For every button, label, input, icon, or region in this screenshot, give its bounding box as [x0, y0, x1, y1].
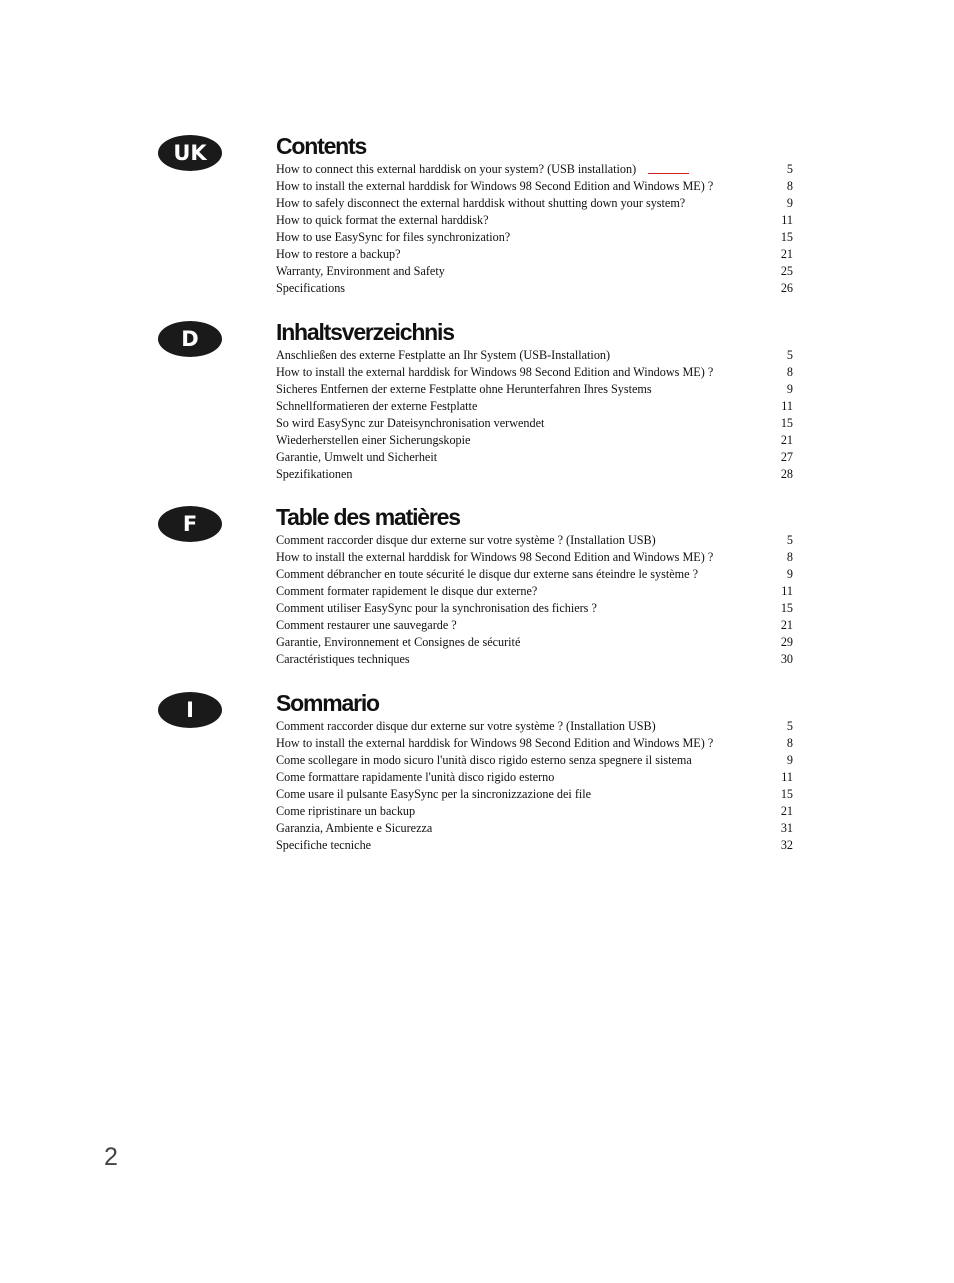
toc-entry-page: 15 — [780, 787, 793, 801]
toc-entry-label: Comment raccorder disque dur externe sur votre système ? (Installation USB) — [276, 533, 656, 547]
toc-entry-label: Come scollegare in modo sicuro l'unità disco rigido esterno senza spegnere il sistema — [276, 753, 692, 767]
toc-entry[interactable] — [276, 820, 793, 837]
toc-entry[interactable] — [276, 786, 793, 803]
language-badge-i: I — [158, 692, 222, 728]
toc-entry[interactable] — [276, 752, 793, 769]
toc-entry-page: 9 — [786, 382, 793, 396]
toc-entry[interactable] — [276, 263, 793, 280]
page-number: 2 — [104, 1143, 118, 1171]
toc-entry-label: Sicheres Entfernen der externe Festplatte ohne Herunterfahren Ihres Systems — [276, 382, 652, 396]
toc-entry[interactable] — [276, 178, 793, 195]
toc-entry-label: Schnellformatieren der externe Festplatte — [276, 399, 478, 413]
section-title-table-des-matieres: Table des matières — [276, 504, 460, 530]
toc-entry-label: How to install the external harddisk for Windows 98 Second Edition and Windows ME) ? — [276, 550, 714, 564]
language-badge-uk: UK — [158, 135, 222, 171]
language-badge-f: F — [158, 506, 222, 542]
toc-entry[interactable] — [276, 432, 793, 449]
toc-entry[interactable] — [276, 600, 793, 617]
toc-list-i — [276, 718, 793, 854]
toc-entry-page: 30 — [780, 652, 793, 666]
toc-entry-page: 21 — [780, 804, 793, 818]
toc-entry[interactable] — [276, 583, 793, 600]
toc-entry[interactable] — [276, 735, 793, 752]
toc-entry-label: Anschließen des externe Festplatte an Ihr System (USB-Installation) — [276, 348, 611, 362]
toc-entry-page: 25 — [780, 264, 793, 278]
toc-entry-page: 32 — [780, 838, 793, 852]
toc-entry-label: How to restore a backup? — [276, 247, 401, 261]
toc-entry-label: Comment formater rapidement le disque dur externe? — [276, 584, 538, 598]
toc-entry-label: Come ripristinare un backup — [276, 804, 416, 818]
toc-entry-page: 9 — [786, 196, 793, 210]
toc-entry-label: Caractéristiques techniques — [276, 652, 410, 666]
toc-entry[interactable] — [276, 634, 793, 651]
toc-entry-label: Comment restaurer une sauvegarde ? — [276, 618, 457, 632]
toc-entry[interactable] — [276, 803, 793, 820]
toc-entry[interactable] — [276, 195, 793, 212]
toc-entry[interactable] — [276, 280, 793, 297]
toc-entry-label: How to safely disconnect the external harddisk without shutting down your system? — [276, 196, 686, 210]
section-title-inhaltsverzeichnis: Inhaltsverzeichnis — [276, 319, 454, 345]
toc-entry-label: How to quick format the external harddisk? — [276, 213, 489, 227]
toc-entry-page: 29 — [780, 635, 793, 649]
language-badge-d: D — [158, 321, 222, 357]
toc-entry-page: 11 — [781, 584, 793, 598]
toc-entry-page: 15 — [780, 416, 793, 430]
toc-entry[interactable] — [276, 246, 793, 263]
toc-entry-label: How to install the external harddisk for Windows 98 Second Edition and Windows ME) ? — [276, 736, 714, 750]
toc-entry-page: 8 — [786, 179, 793, 193]
toc-list-uk — [276, 161, 793, 297]
toc-entry[interactable] — [276, 769, 793, 786]
toc-entry-label: Spezifikationen — [276, 467, 353, 481]
toc-entry-label: Specifiche tecniche — [276, 838, 372, 852]
toc-entry-label: Comment utiliser EasySync pour la synchronisation des fichiers ? — [276, 601, 597, 615]
toc-entry-page: 5 — [786, 533, 793, 547]
toc-entry[interactable] — [276, 347, 793, 364]
toc-entry-page: 11 — [781, 399, 793, 413]
toc-entry-label: Garantie, Environnement et Consignes de sécurité — [276, 635, 521, 649]
toc-entry-label: Come usare il pulsante EasySync per la sincronizzazione dei file — [276, 787, 592, 801]
toc-entry-page: 21 — [780, 433, 793, 447]
toc-entry-page: 5 — [786, 162, 793, 176]
toc-entry-page: 21 — [780, 247, 793, 261]
toc-entry-page: 8 — [786, 550, 793, 564]
toc-entry-page: 5 — [786, 348, 793, 362]
toc-entry-page: 15 — [780, 230, 793, 244]
toc-entry-label: Wiederherstellen einer Sicherungskopie — [276, 433, 471, 447]
toc-entry-label: Comment raccorder disque dur externe sur votre système ? (Installation USB) — [276, 719, 656, 733]
toc-entry-page: 26 — [780, 281, 793, 295]
toc-entry[interactable] — [276, 566, 793, 583]
toc-entry[interactable] — [276, 718, 793, 735]
toc-entry-label: How to use EasySync for files synchronization? — [276, 230, 511, 244]
toc-entry[interactable] — [276, 229, 793, 246]
section-title-sommario: Sommario — [276, 690, 379, 716]
section-title-contents: Contents — [276, 133, 367, 159]
toc-entry-label: How to install the external harddisk for Windows 98 Second Edition and Windows ME) ? — [276, 179, 714, 193]
toc-entry-label: Garantie, Umwelt und Sicherheit — [276, 450, 438, 464]
toc-entry[interactable] — [276, 212, 793, 229]
red-strike-mark — [648, 173, 689, 174]
toc-entry-page: 8 — [786, 736, 793, 750]
toc-entry[interactable] — [276, 617, 793, 634]
toc-entry[interactable] — [276, 364, 793, 381]
toc-entry[interactable] — [276, 161, 793, 178]
toc-list-f — [276, 532, 793, 668]
toc-entry-label: Garanzia, Ambiente e Sicurezza — [276, 821, 433, 835]
toc-entry-label: Comment débrancher en toute sécurité le disque dur externe sans éteindre le système ? — [276, 567, 699, 581]
toc-entry-label: Specifications — [276, 281, 346, 295]
toc-entry-page: 15 — [780, 601, 793, 615]
toc-entry[interactable] — [276, 381, 793, 398]
toc-entry-page: 5 — [786, 719, 793, 733]
toc-entry-page: 8 — [786, 365, 793, 379]
toc-list-d — [276, 347, 793, 483]
toc-entry-page: 28 — [780, 467, 793, 481]
toc-entry[interactable] — [276, 466, 793, 483]
toc-entry-label: Warranty, Environment and Safety — [276, 264, 445, 278]
toc-entry[interactable] — [276, 415, 793, 432]
toc-entry-page: 11 — [781, 213, 793, 227]
toc-entry-page: 21 — [780, 618, 793, 632]
toc-entry[interactable] — [276, 449, 793, 466]
toc-entry[interactable] — [276, 549, 793, 566]
toc-entry-label: So wird EasySync zur Dateisynchronisation verwendet — [276, 416, 545, 430]
toc-entry-page: 31 — [780, 821, 793, 835]
toc-entry-label: How to install the external harddisk for Windows 98 Second Edition and Windows ME) ? — [276, 365, 714, 379]
toc-entry-page: 11 — [781, 770, 793, 784]
toc-entry[interactable] — [276, 532, 793, 549]
toc-entry[interactable] — [276, 398, 793, 415]
toc-entry-label: Come formattare rapidamente l'unità disco rigido esterno — [276, 770, 555, 784]
toc-entry-page: 9 — [786, 753, 793, 767]
toc-entry-page: 27 — [780, 450, 793, 464]
toc-entry-page: 9 — [786, 567, 793, 581]
toc-entry[interactable] — [276, 837, 793, 854]
toc-entry[interactable] — [276, 651, 793, 668]
toc-entry-label: How to connect this external harddisk on your system? (USB installation) — [276, 162, 637, 176]
